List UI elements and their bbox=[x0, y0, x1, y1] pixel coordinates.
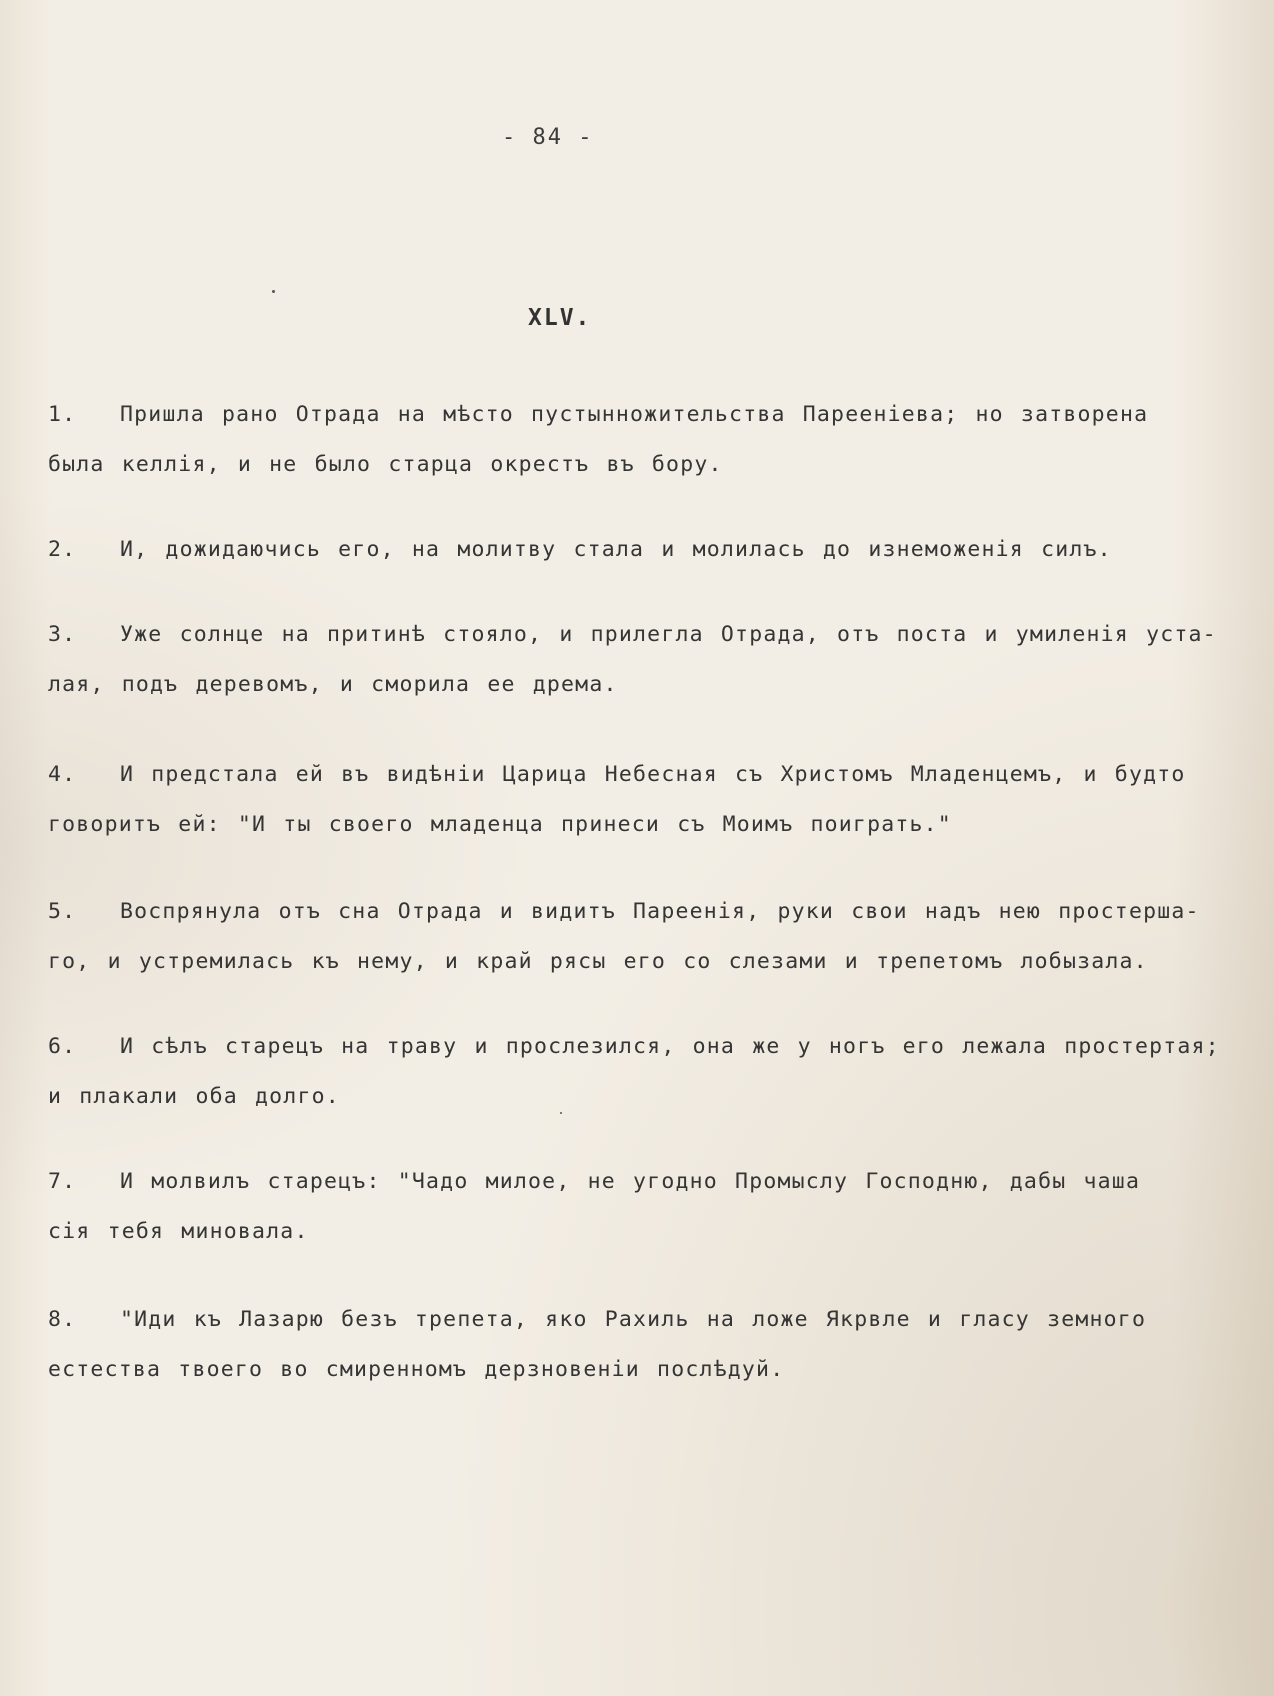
verse-line bbox=[48, 525, 1248, 575]
verse-line bbox=[48, 1022, 1248, 1072]
page-number: - 84 - bbox=[502, 125, 594, 150]
verse-line bbox=[48, 750, 1248, 800]
verse-text: И сѣлъ старецъ на траву и прослезился, она же у ногъ его лежала простертая; bbox=[120, 1034, 1220, 1059]
verse-number: 4. bbox=[48, 762, 77, 787]
verse-text: го, и устремилась къ нему, и край рясы его со слезами и трепетомъ лобызала. bbox=[48, 949, 1148, 974]
verse-number: 6. bbox=[48, 1034, 77, 1059]
ink-speck bbox=[272, 290, 275, 293]
verse-5 bbox=[48, 887, 1248, 987]
verse-line bbox=[48, 440, 1248, 490]
verse-line bbox=[48, 1295, 1248, 1345]
verse-text: лая, подъ деревомъ, и сморила ее дрема. bbox=[48, 672, 618, 697]
verse-text: И молвилъ старецъ: "Чадо милое, не угодно Промыслу Господню, дабы чаша bbox=[120, 1169, 1141, 1194]
verse-number: 8. bbox=[48, 1307, 77, 1332]
verse-line bbox=[48, 1157, 1248, 1207]
verse-text: была келлiя, и не было старца окрестъ въ бору. bbox=[48, 452, 723, 477]
verse-7 bbox=[48, 1157, 1248, 1257]
verse-4 bbox=[48, 750, 1248, 850]
verse-line bbox=[48, 887, 1248, 937]
verse-text: и плакали оба долго. bbox=[48, 1084, 340, 1109]
verse-number: 5. bbox=[48, 899, 77, 924]
ink-speck bbox=[560, 1112, 562, 1114]
verse-text: сiя тебя миновала. bbox=[48, 1219, 309, 1244]
verse-number: 1. bbox=[48, 402, 77, 427]
verse-text: Воспрянула отъ сна Отрада и видитъ Пареенiя, руки свои надъ нею простерша- bbox=[120, 899, 1200, 924]
verse-2 bbox=[48, 525, 1248, 575]
verse-line bbox=[48, 1072, 1248, 1122]
verse-text: "Иди къ Лазарю безъ трепета, яко Рахиль на ложе Якрвле и гласу земного bbox=[120, 1307, 1147, 1332]
verse-line bbox=[48, 1207, 1248, 1257]
verse-text: говоритъ ей: "И ты своего младенца принеси съ Моимъ поиграть." bbox=[48, 812, 952, 837]
verse-number: 3. bbox=[48, 622, 77, 647]
verse-8 bbox=[48, 1295, 1248, 1395]
verse-line bbox=[48, 390, 1248, 440]
verse-line bbox=[48, 610, 1248, 660]
verse-number: 7. bbox=[48, 1169, 77, 1194]
verse-line bbox=[48, 1345, 1248, 1395]
verse-6 bbox=[48, 1022, 1248, 1122]
verse-text: Уже солнце на притинѣ стояло, и прилегла Отрада, отъ поста и умиленiя уста- bbox=[120, 622, 1217, 647]
verse-text: И, дожидаючись его, на молитву стала и молилась до изнеможенiя силъ. bbox=[120, 537, 1112, 562]
verse-text: естества твоего во смиренномъ дерзновенiи послѣдуй. bbox=[48, 1357, 785, 1382]
verse-line bbox=[48, 800, 1248, 850]
verse-line bbox=[48, 937, 1248, 987]
verse-number: 2. bbox=[48, 537, 77, 562]
verse-text: Пришла рано Отрада на мѣсто пустынножительства Пареенiева; но затворена bbox=[120, 402, 1149, 427]
verse-3 bbox=[48, 610, 1248, 710]
verse-line bbox=[48, 660, 1248, 710]
verse-text: И предстала ей въ видѣнiи Царица Небесная съ Христомъ Младенцемъ, и будто bbox=[120, 762, 1186, 787]
chapter-title: XLV. bbox=[528, 305, 592, 331]
verse-1 bbox=[48, 390, 1248, 490]
